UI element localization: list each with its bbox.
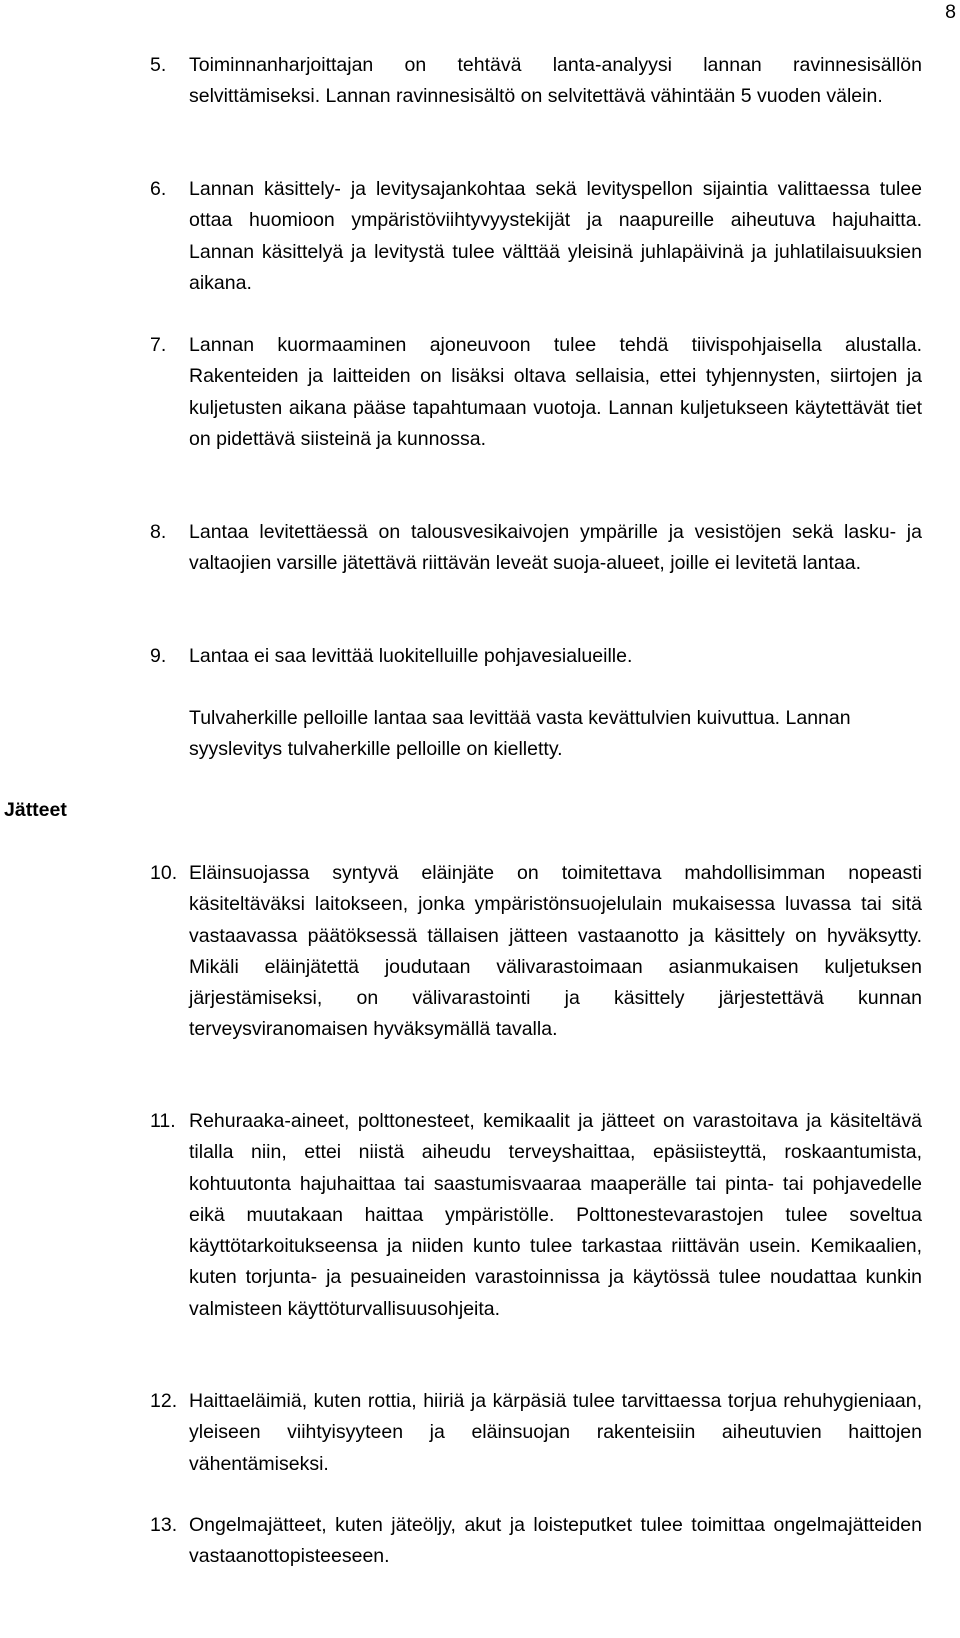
item-text: Lantaa ei saa levittää luokitelluille pohjavesialueille. [189,645,633,667]
item-number: 7. [150,334,167,356]
item-text: Lannan kuormaaminen ajoneuvoon tulee tehdä tiivispohjaisella alustalla. Rakenteiden ja laitteiden on lisäksi oltava sellaisia, ettei tyhjennysten, siirtojen ja kuljetusten aikana pääse tapahtumaan vuotoja. Lannan kuljetukseen käytettävät tiet on pidettävä siisteinä ja kunnossa. [189,334,922,450]
list-item-7 [150,330,922,455]
flood-paragraph: Tulvaherkille pelloille lantaa saa levittää vasta kevättulvien kuivuttua. Lannan syyslevitys tulvaherkille pelloille on kielletty. [189,707,851,761]
item-text: Ongelmajätteet, kuten jäteöljy, akut ja loisteputket tulee toimittaa ongelmajätteiden vastaanottopisteeseen. [189,1514,922,1568]
page-number: 8 [945,1,956,23]
list-item-9 [150,641,922,672]
item-text: Haittaeläimiä, kuten rottia, hiiriä ja kärpäsiä tulee tarvittaessa torjua rehuhygieniaan, yleiseen viihtyisyyteen ja eläinsuojan rakenteisiin aiheutuvien haittojen vähentämiseksi. [189,1390,922,1475]
item-number: 9. [150,645,167,667]
list-item-8 [150,517,922,580]
item-text: Lannan käsittely- ja levitysajankohtaa sekä levityspellon sijaintia valittaessa tulee ottaa huomioon ympäristöviihtyvyystekijät ja naapureille aiheutuva hajuhaitta. Lannan käsittelyä ja levitystä tulee välttää yleisinä juhlapäivinä ja juhlatilaisuuksien aikana. [189,178,922,294]
item-text: Eläinsuojassa syntyvä eläinjäte on toimitettava mahdollisimman nopeasti käsiteltäväksi laitokseen, jonka ympäristönsuojelulain mukaisessa luvassa tai sitä vastaavassa päätöksessä tällaisen jätteen vastaanotto ja käsittely on hyväksytty. Mikäli eläinjätettä joudutaan välivarastoimaan asianmukaisen kuljetuksen järjestämiseksi, on välivarastointi ja käsittely järjestettävä kunnan terveysviranomaisen hyväksymällä tavalla. [189,862,922,1041]
item-text: Rehuraaka-aineet, polttonesteet, kemikaalit ja jätteet on varastoitava ja käsiteltävä tilalla niin, ettei niistä aiheudu terveyshaittaa, epäsiisteyttä, roskaantumista, kohtuutonta hajuhaittaa tai saastumisvaaraa maaperälle tai pinta- tai pohjavedelle eikä muutakaan haittaa ympäristölle. Polttonestevarastojen tulee soveltua käyttötarkoitukseensa ja niiden kunto tulee tarkastaa riittävän usein. Kemikaalien, kuten torjunta- ja pesuaineiden varastoinnissa ja käytössä tulee noudattaa kunkin valmisteen käyttöturvallisuusohjeita. [189,1110,922,1320]
item-text: Toiminnanharjoittajan on tehtävä lanta-analyysi lannan ravinnesisällön selvittämiseksi. Lannan ravinnesisältö on selvitettävä vähintään 5 vuoden välein. [189,54,922,108]
item-number: 12. [150,1390,178,1412]
item-text: Lantaa levitettäessä on talousvesikaivojen ympärille ja vesistöjen sekä lasku- ja valtaojien varsille jätettävä riittävän leveät suoja-alueet, joille ei levitetä lantaa. [189,521,922,575]
list-item-11 [150,1106,922,1325]
list-item-10 [150,858,922,1046]
item-number: 11. [150,1110,176,1132]
item-number: 5. [150,54,167,76]
item-number: 6. [150,178,167,200]
item-number: 10. [150,862,178,884]
list-item-6 [150,174,922,299]
list-item-13 [150,1510,922,1573]
list-item-12 [150,1386,922,1480]
item-number: 8. [150,521,167,543]
list-item-5 [150,50,922,113]
item-number: 13. [150,1514,178,1536]
section-heading: Jätteet [4,799,67,821]
